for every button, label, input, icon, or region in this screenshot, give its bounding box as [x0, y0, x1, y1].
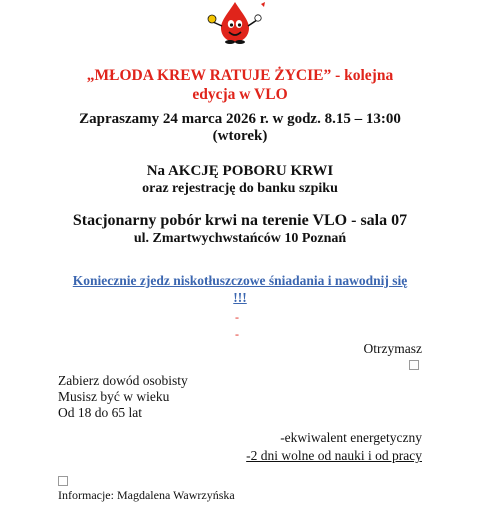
benefits-block: [246, 429, 422, 465]
benefit-line-2: -2 dni wolne od nauki i od pracy: [246, 448, 422, 463]
action-line-2: oraz rejestrację do banku szpiku: [142, 181, 338, 196]
date-block: [0, 111, 480, 145]
action-line-1: Na AKCJĘ POBORU KRWI: [146, 163, 334, 179]
benefit-line-1: -ekwiwalent energetyczny: [280, 430, 422, 445]
red-dash-2: -: [235, 327, 239, 341]
receive-label: Otrzymasz: [363, 341, 422, 356]
bring-line-1: Zabierz dowód osobisty: [58, 373, 188, 388]
info-text: Informacje: Magdalena Wawrzyńska: [58, 488, 235, 502]
date-line-1: Zapraszamy 24 marca 2026 r. w godz. 8.15 – 13:00: [79, 111, 401, 127]
action-block: [0, 163, 480, 197]
bring-line-2: Musisz być w wieku: [58, 389, 170, 404]
info-checkbox[interactable]: [58, 476, 68, 486]
page-title: [0, 66, 480, 104]
receive-checkbox[interactable]: [409, 360, 419, 370]
notice-line-1: Koniecznie zjedz niskotłuszczowe śniadania i nawodnij się: [72, 273, 408, 288]
notice-link[interactable]: [0, 272, 480, 306]
title-line-2: edycja w VLO: [192, 86, 288, 103]
bring-block: [58, 373, 188, 421]
date-line-2: (wtorek): [212, 128, 268, 144]
red-dash-1: -: [235, 310, 239, 324]
notice-line-2: !!!: [233, 290, 247, 305]
location-block: [0, 211, 480, 248]
blood-drop-mascot-icon: [203, 0, 267, 44]
title-line-1: „MŁODA KREW RATUJE ŻYCIE” - kolejna: [86, 67, 394, 84]
location-line-1: Stacjonarny pobór krwi na terenie VLO - sala 07: [72, 212, 408, 229]
location-line-2: ul. Zmartwychwstańców 10 Poznań: [133, 231, 347, 246]
bring-line-3: Od 18 do 65 lat: [58, 405, 142, 420]
